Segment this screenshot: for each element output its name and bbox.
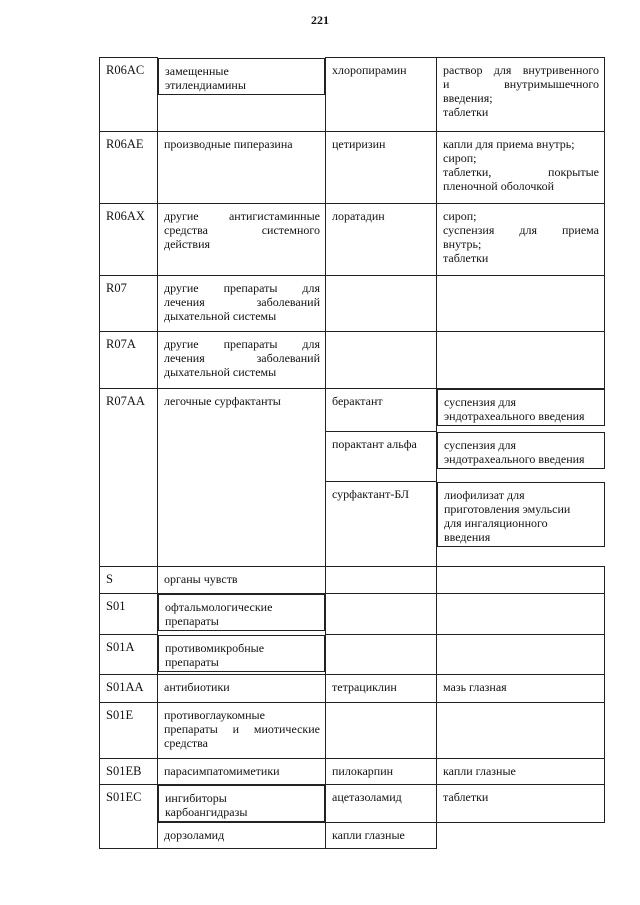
table-row — [100, 675, 605, 703]
atc-code: S01 — [100, 594, 158, 635]
dosage-forms — [437, 567, 605, 594]
table-row — [100, 332, 605, 389]
atc-code: S01EC — [100, 785, 158, 849]
atc-group: замещенные этилендиамины — [158, 58, 325, 95]
table-row — [100, 635, 605, 675]
drug-name: сурфактант-БЛ — [326, 482, 437, 567]
atc-group: противомикробные препараты — [158, 635, 325, 672]
dosage-forms — [437, 594, 605, 635]
dosage-forms: капли глазные — [326, 823, 437, 849]
dosage-forms: мазь глазная — [437, 675, 605, 703]
dosage-forms: лиофилизат для приготовления эмульсии для ингаляционного введения — [437, 482, 605, 547]
atc-code: R06AC — [100, 58, 158, 132]
dosage-forms — [437, 635, 605, 675]
drug-name: пилокарпин — [326, 759, 437, 785]
table-row — [100, 204, 605, 276]
drug-name: тетрациклин — [326, 675, 437, 703]
drug-name — [326, 703, 437, 759]
dosage-forms: раствор для внутривенного и внутримышечного введения; таблетки — [437, 58, 605, 132]
drug-name: берактант — [326, 389, 437, 432]
table-row — [100, 703, 605, 759]
atc-group: другие препараты для лечения заболеваний дыхательной системы — [158, 332, 326, 389]
table-row — [100, 567, 605, 594]
atc-code: R06AX — [100, 204, 158, 276]
drug-name — [326, 276, 437, 332]
atc-code: R07A — [100, 332, 158, 389]
atc-group: другие антигистаминные средства системного действия — [158, 204, 326, 276]
dosage-forms: суспензия для эндотрахеального введения — [437, 389, 605, 426]
drug-name — [326, 567, 437, 594]
drug-name: ацетазоламид — [326, 785, 437, 823]
atc-group: парасимпатомиметики — [158, 759, 326, 785]
atc-group: производные пиперазина — [158, 132, 326, 204]
drug-name: порактант альфа — [326, 432, 437, 482]
atc-group: другие препараты для лечения заболеваний дыхательной системы — [158, 276, 326, 332]
atc-group: ингибиторы карбоангидразы — [158, 785, 325, 822]
table-row — [100, 132, 605, 204]
atc-code: S01EB — [100, 759, 158, 785]
atc-group: противоглаукомные препараты и миотические средства — [158, 703, 326, 759]
table-row — [100, 389, 605, 432]
atc-code: R06AE — [100, 132, 158, 204]
atc-group: легочные сурфактанты — [158, 389, 326, 567]
drug-name: хлоропирамин — [326, 58, 437, 132]
table-row — [100, 58, 605, 132]
atc-code: S01E — [100, 703, 158, 759]
dosage-forms: капли глазные — [437, 759, 605, 785]
drug-name — [326, 594, 437, 635]
atc-code: R07AA — [100, 389, 158, 567]
dosage-forms: капли для приема внутрь; сироп; таблетки, покрытые пленочной оболочкой — [437, 132, 605, 204]
dosage-forms — [437, 703, 605, 759]
drug-name: цетиризин — [326, 132, 437, 204]
atc-group: офтальмологические препараты — [158, 594, 325, 631]
page-number: 221 — [311, 13, 329, 27]
dosage-forms — [437, 332, 605, 389]
atc-group: органы чувств — [158, 567, 326, 594]
drug-name: лоратадин — [326, 204, 437, 276]
atc-code: R07 — [100, 276, 158, 332]
drug-name: дорзоламид — [158, 823, 326, 849]
table-row — [100, 759, 605, 785]
table-row — [100, 785, 605, 823]
table-row — [100, 823, 605, 849]
drug-table — [99, 57, 605, 849]
table-row — [100, 276, 605, 332]
atc-code: S01A — [100, 635, 158, 675]
drug-name — [326, 332, 437, 389]
table-row — [100, 594, 605, 635]
dosage-forms — [437, 276, 605, 332]
dosage-forms: таблетки — [437, 785, 605, 823]
dosage-forms: сироп; суспензия для приема внутрь; таблетки — [437, 204, 605, 276]
dosage-forms: суспензия для эндотрахеального введения — [437, 432, 605, 469]
atc-group: антибиотики — [158, 675, 326, 703]
atc-code: S — [100, 567, 158, 594]
drug-name — [326, 635, 437, 675]
atc-code: S01AA — [100, 675, 158, 703]
